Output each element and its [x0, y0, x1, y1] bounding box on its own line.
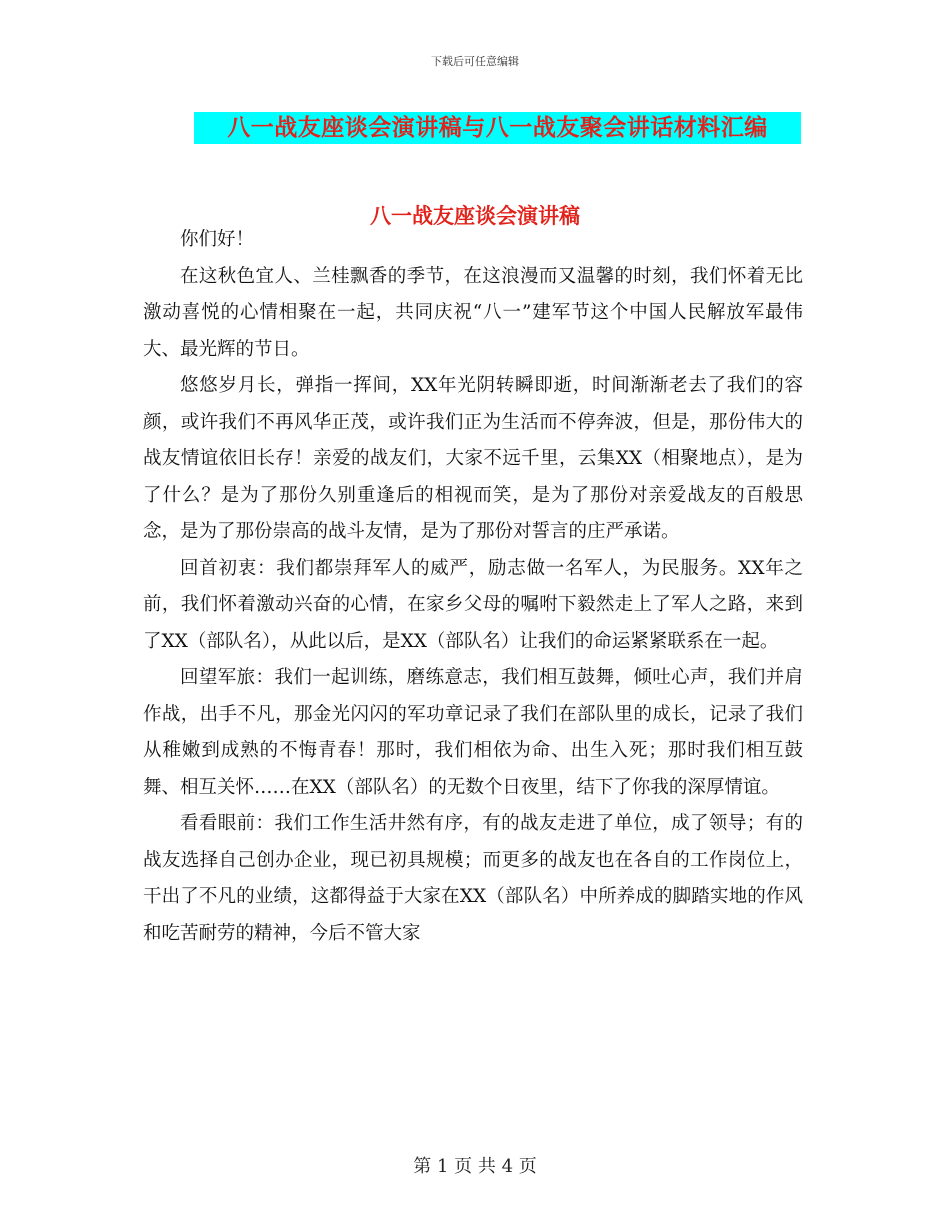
document-title: 八一战友座谈会演讲稿与八一战友聚会讲话材料汇编	[227, 114, 768, 141]
paragraph: 回望军旅：我们一起训练，磨练意志，我们相互鼓舞，倾吐心声，我们并肩作战，出手不凡，那金光闪闪的军功章记录了我们在部队里的成长，记录了我们从稚嫩到成熟的不悔青春！那时，我们相依为命、出生入死；那时我们相互鼓舞、相互关怀……在XX（部队名）的无数个日夜里，结下了你我的深厚情谊。	[143, 667, 803, 798]
paragraph: 悠悠岁月长，弹指一挥间，XX年光阴转瞬即逝，时间渐渐老去了我们的容颜，或许我们不再风华正茂，或许我们正为生活而不停奔波，但是，那份伟大的战友情谊依旧长存！亲爱的战友们，大家不远千里，云集XX（相聚地点），是为了什么？是为了那份久别重逢后的相视而笑，是为了那份对亲爱战友的百般思念，是为了那份崇高的战斗友情，是为了那份对誓言的庄严承诺。	[143, 375, 803, 542]
paragraph: 看看眼前：我们工作生活井然有序，有的战友走进了单位，成了领导；有的战友选择自己创办企业，现已初具规模；而更多的战友也在各自的工作岗位上，干出了不凡的业绩，这都得益于大家在XX（部队名）中所养成的脚踏实地的作风和吃苦耐劳的精神，今后不管大家	[143, 813, 803, 944]
page-footer: 第 1 页 共 4 页	[413, 1156, 537, 1177]
section-title: 八一战友座谈会演讲稿	[370, 203, 580, 228]
header-note: 下载后可任意编辑	[431, 55, 519, 68]
paragraph: 回首初衷：我们都崇拜军人的威严，励志做一名军人，为民服务。XX年之前，我们怀着激动兴奋的心情，在家乡父母的嘱咐下毅然走上了军人之路，来到了XX（部队名），从此以后，是XX（部队名）让我们的命运紧紧联系在一起。	[143, 557, 803, 652]
paragraph-greeting: 你们好！	[180, 229, 255, 250]
body-text	[143, 222, 803, 952]
paragraph: 在这秋色宜人、兰桂飘香的季节，在这浪漫而又温馨的时刻，我们怀着无比激动喜悦的心情相聚在一起，共同庆祝“八一”建军节这个中国人民解放军最伟大、最光辉的节日。	[143, 265, 803, 360]
